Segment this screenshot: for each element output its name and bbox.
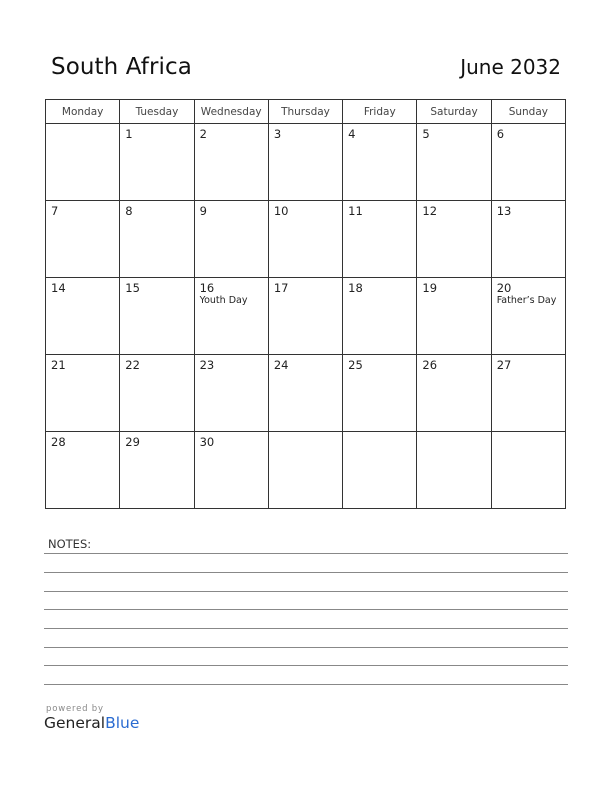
calendar-day-content <box>269 355 342 375</box>
calendar-day-cell <box>417 278 491 355</box>
day-number: 23 <box>199 358 215 372</box>
brand-footer <box>44 704 139 732</box>
calendar-day-content <box>417 278 490 298</box>
day-number: 14 <box>51 281 66 295</box>
calendar-day-content <box>492 432 565 438</box>
calendar-day-cell <box>343 124 417 201</box>
calendar-week-row <box>46 201 566 278</box>
calendar-day-cell <box>343 278 417 355</box>
day-number: 1 <box>125 127 133 141</box>
calendar-day-content <box>195 432 268 452</box>
calendar-day-content <box>492 124 565 144</box>
calendar-week-row <box>46 278 566 355</box>
calendar-day-cell <box>417 432 491 509</box>
calendar-day-cell <box>120 355 194 432</box>
calendar-day-content <box>46 201 119 221</box>
day-number: 19 <box>422 281 438 295</box>
calendar-day-content <box>417 355 490 375</box>
calendar-day-cell <box>120 432 194 509</box>
calendar-day-content <box>120 201 193 221</box>
notes-line <box>44 684 568 685</box>
calendar-day-cell <box>194 355 268 432</box>
calendar-day-cell <box>194 432 268 509</box>
day-number: 7 <box>51 204 59 218</box>
day-number: 24 <box>273 358 289 372</box>
calendar-day-content <box>120 278 193 298</box>
day-number: 29 <box>125 435 140 449</box>
calendar-week-row <box>46 124 566 201</box>
calendar-day-cell <box>46 355 120 432</box>
calendar-week-row <box>46 355 566 432</box>
notes-line <box>44 628 568 629</box>
calendar-day-cell <box>120 201 194 278</box>
calendar-day-content <box>269 124 342 144</box>
calendar-day-cell <box>194 201 268 278</box>
calendar-day-content <box>492 278 565 310</box>
calendar-day-cell <box>491 124 565 201</box>
holiday-label: Youth Day <box>199 295 248 306</box>
calendar-day-content <box>195 124 268 144</box>
calendar-day-cell <box>343 201 417 278</box>
calendar-day-content <box>417 201 490 221</box>
brand-blue: Blue <box>105 714 140 732</box>
calendar-day-content <box>120 355 193 375</box>
calendar-day-content <box>343 124 416 144</box>
day-number: 16 <box>199 281 215 295</box>
calendar-day-content <box>269 278 342 298</box>
calendar-day-cell <box>268 201 342 278</box>
calendar-day-cell <box>268 432 342 509</box>
calendar-day-cell <box>46 432 120 509</box>
calendar-day-cell <box>120 124 194 201</box>
powered-by-text: powered by <box>46 704 104 714</box>
notes-line <box>44 647 568 648</box>
calendar-day-content <box>195 355 268 375</box>
day-number: 8 <box>125 204 133 218</box>
day-number: 26 <box>422 358 438 372</box>
calendar-day-content <box>417 124 490 144</box>
calendar-day-content <box>269 432 342 438</box>
weekday-header-tuesday: Tuesday <box>120 100 194 124</box>
notes-line <box>44 572 568 573</box>
calendar-body <box>46 124 566 509</box>
calendar-day-cell <box>268 124 342 201</box>
day-number: 13 <box>496 204 512 218</box>
calendar-day-cell <box>120 278 194 355</box>
calendar-day-cell <box>417 355 491 432</box>
weekday-header-thursday: Thursday <box>268 100 342 124</box>
day-number: 4 <box>348 127 356 141</box>
notes-line <box>44 553 568 554</box>
calendar-day-cell <box>417 124 491 201</box>
day-number: 25 <box>348 358 363 372</box>
calendar-day-content <box>46 124 119 130</box>
calendar-day-content <box>343 278 416 298</box>
calendar-day-content <box>343 201 416 221</box>
weekday-header-row <box>46 100 566 124</box>
weekday-header-monday: Monday <box>46 100 120 124</box>
calendar-day-content <box>195 278 268 310</box>
brand-general: General <box>44 714 106 732</box>
day-number: 15 <box>125 281 140 295</box>
day-number: 2 <box>199 127 207 141</box>
calendar-day-content <box>120 124 193 144</box>
calendar-month: June 2032 <box>460 55 561 79</box>
calendar-day-cell <box>491 432 565 509</box>
weekday-header-wednesday: Wednesday <box>194 100 268 124</box>
calendar-day-content <box>46 278 119 298</box>
calendar-day-cell <box>343 355 417 432</box>
calendar-day-content <box>46 355 119 375</box>
calendar-day-content <box>269 201 342 221</box>
calendar-grid <box>45 99 566 509</box>
calendar-day-cell <box>194 124 268 201</box>
notes-line <box>44 665 568 666</box>
calendar-day-content <box>343 355 416 375</box>
calendar-day-content <box>417 432 490 438</box>
calendar-day-cell <box>46 201 120 278</box>
calendar-day-cell <box>268 278 342 355</box>
calendar-day-cell <box>46 124 120 201</box>
notes-line <box>44 591 568 592</box>
day-number: 9 <box>199 204 207 218</box>
weekday-header-sunday: Sunday <box>491 100 565 124</box>
day-number: 10 <box>273 204 289 218</box>
calendar-day-content <box>120 432 193 452</box>
day-number: 20 <box>496 281 512 295</box>
calendar-day-cell <box>491 278 565 355</box>
calendar-day-content <box>492 201 565 221</box>
calendar-day-cell <box>268 355 342 432</box>
day-number: 6 <box>496 127 505 141</box>
day-number: 3 <box>273 127 282 141</box>
weekday-header-friday: Friday <box>343 100 417 124</box>
calendar-day-cell <box>194 278 268 355</box>
day-number: 12 <box>422 204 438 218</box>
day-number: 21 <box>51 358 66 372</box>
calendar-day-content <box>343 432 416 438</box>
notes-label: NOTES: <box>48 537 92 551</box>
calendar-week-row <box>46 432 566 509</box>
calendar-day-content <box>492 355 565 375</box>
calendar-day-cell <box>491 201 565 278</box>
day-number: 17 <box>273 281 289 295</box>
brand-logo <box>44 714 139 732</box>
day-number: 18 <box>348 281 363 295</box>
calendar-day-cell <box>491 355 565 432</box>
day-number: 27 <box>496 358 512 372</box>
calendar-day-content <box>46 432 119 452</box>
holiday-label: Father’s Day <box>496 295 557 306</box>
calendar-day-cell <box>417 201 491 278</box>
notes-line <box>44 609 568 610</box>
day-number: 11 <box>348 204 363 218</box>
day-number: 5 <box>422 127 430 141</box>
day-number: 30 <box>199 435 215 449</box>
day-number: 22 <box>125 358 140 372</box>
calendar-day-cell <box>343 432 417 509</box>
calendar-day-content <box>195 201 268 221</box>
calendar-title: South Africa <box>51 54 192 80</box>
calendar-day-cell <box>46 278 120 355</box>
weekday-header-saturday: Saturday <box>417 100 491 124</box>
day-number: 28 <box>51 435 66 449</box>
